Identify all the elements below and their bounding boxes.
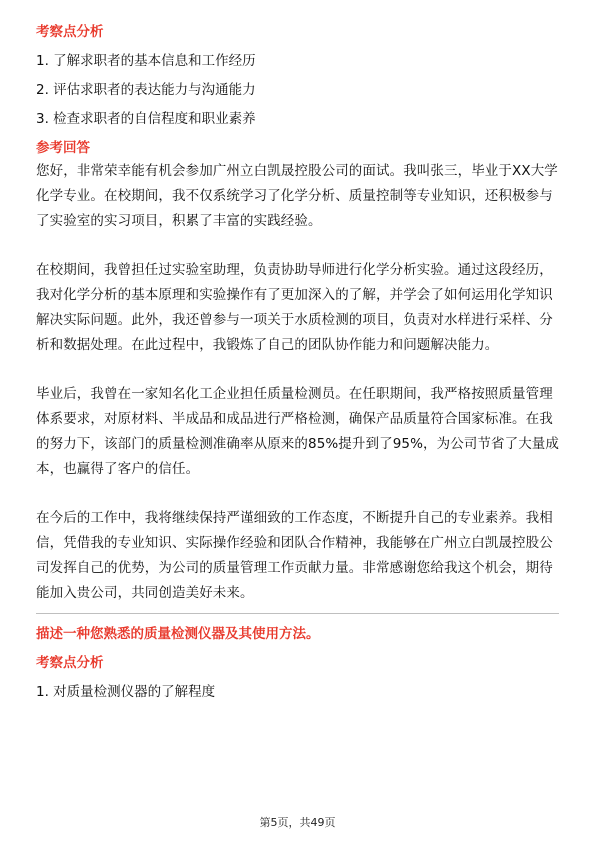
document-page — [36, 22, 559, 702]
answer-paragraph: 毕业后，我曾在一家知名化工企业担任质量检测员。在任职期间，我严格按照质量管理体系要求，对原材料、半成品和成品进行严格检测，确保产品质量符合国家标准。在我的努力下，该部门的质量检测准确率从原来的85%提升到了95%，为公司节省了大量成本，也赢得了客户的信任。 — [36, 386, 560, 477]
analysis-point: 1. 了解求职者的基本信息和工作经历 — [36, 53, 256, 69]
answer-paragraph: 您好，非常荣幸能有机会参加广州立白凯晟控股公司的面试。我叫张三，毕业于XX大学化学专业。在校期间，我不仅系统学习了化学分析、质量控制等专业知识，还积极参与了实验室的实习项目，积累了丰富的实践经验。 — [36, 163, 558, 229]
analysis-point: 1. 对质量检测仪器的了解程度 — [36, 684, 216, 701]
analysis-heading: 考察点分析 — [36, 655, 104, 672]
analysis-point: 3. 检查求职者的自信程度和职业素养 — [36, 111, 256, 127]
answer-body — [36, 159, 559, 605]
answer-heading: 参考回答 — [36, 140, 90, 156]
answer-paragraph: 在今后的工作中，我将继续保持严谨细致的工作态度，不断提升自己的专业素养。我相信，凭借我的专业知识、实际操作经验和团队合作精神，我能够在广州立白凯晟控股公司发挥自己的优势，为公司的质量管理工作贡献力量。非常感谢您给我这个机会，期待能加入贵公司，共同创造美好未来。 — [36, 510, 553, 601]
analysis-point: 2. 评估求职者的表达能力与沟通能力 — [36, 82, 256, 98]
question-heading: 描述一种您熟悉的质量检测仪器及其使用方法。 — [36, 626, 320, 643]
section-divider — [36, 613, 559, 614]
analysis-heading: 考察点分析 — [36, 24, 104, 40]
answer-paragraph: 在校期间，我曾担任过实验室助理，负责协助导师进行化学分析实验。通过这段经历，我对化学分析的基本原理和实验操作有了更加深入的了解，并学会了如何运用化学知识解决实际问题。此外，我还曾参与一项关于水质检测的项目，负责对水样进行采样、分析和数据处理。在此过程中，我锻炼了自己的团队协作能力和问题解决能力。 — [36, 262, 553, 353]
page-indicator: 第5页，共49页 — [259, 816, 336, 829]
